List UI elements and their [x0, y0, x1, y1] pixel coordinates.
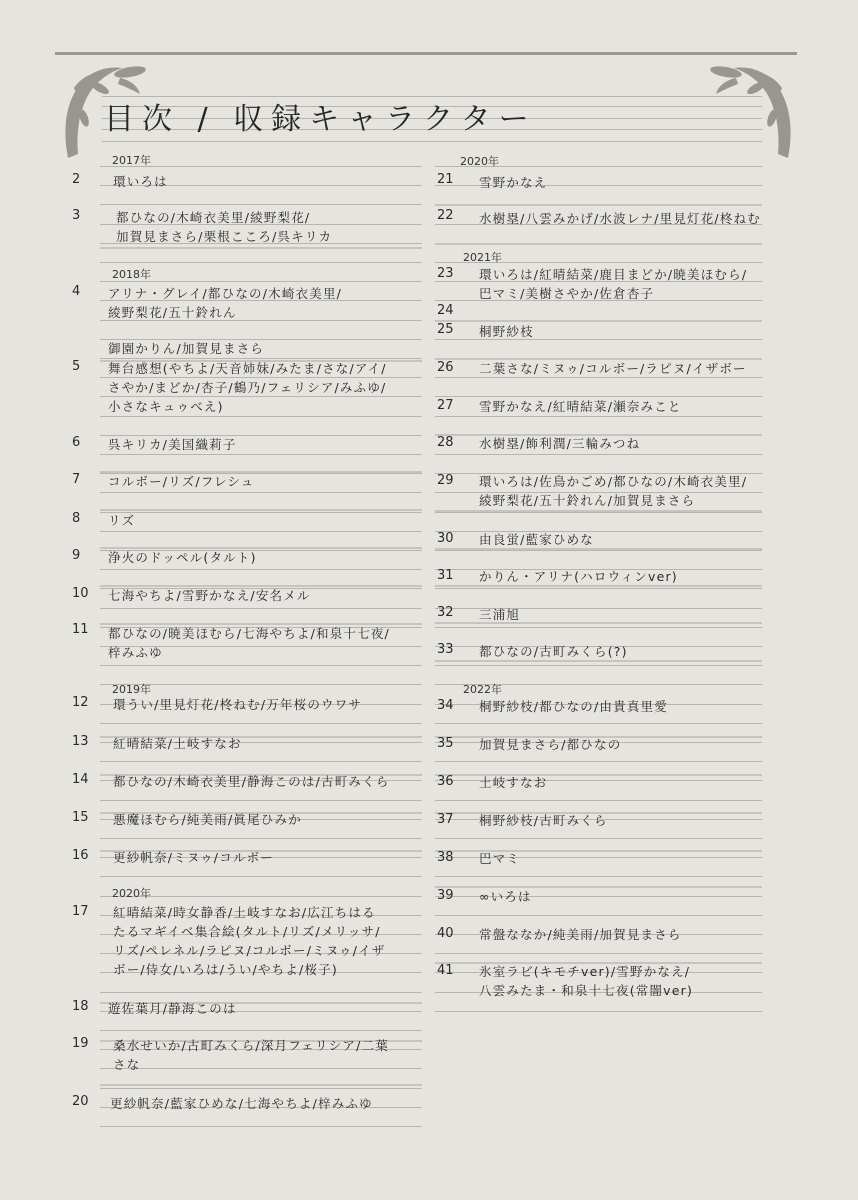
page-number: 40: [437, 926, 454, 941]
page-number: 27: [437, 398, 454, 413]
character-list: かりん・アリナ(ハロウィンver): [479, 569, 678, 584]
page-number: 35: [437, 736, 454, 751]
character-list: 土岐すなお: [479, 775, 548, 790]
character-list: 紅晴結菜/土岐すなお: [113, 736, 242, 751]
character-list: 加賀見まさら/都ひなの: [479, 737, 622, 752]
character-list: 氷室ラビ(キモチver)/雪野かなえ/ 八雲みたま・和泉十七夜(常闇ver): [479, 964, 694, 998]
character-list: 桐野紗枝: [479, 324, 534, 339]
character-list: 桐野紗枝/都ひなの/由貴真里愛: [479, 699, 668, 714]
year-label-2019: 2019年: [112, 683, 151, 696]
character-list: 環いろは: [113, 174, 168, 189]
character-list: 更紗帆奈/ミヌゥ/コルボー: [113, 850, 275, 865]
character-list: 紅晴結菜/時女静香/土岐すなお/広江ちはる たるマギイベ集合絵(タルト/リズ/メリッサ/ リズ/ペレネル/ラピヌ/コルボー/ミヌゥ/イザ ボー/侍女/いろは/うい/やちよ/桜子): [113, 905, 386, 977]
page-number: 23: [437, 266, 454, 281]
character-list: 浄火のドッペル(タルト): [108, 550, 257, 565]
page-number: 32: [437, 605, 454, 620]
character-list: 由良蛍/藍家ひめな: [479, 532, 595, 547]
page-number: 28: [437, 435, 454, 450]
page-number: 24: [437, 303, 454, 318]
character-list: 環いろは/紅晴結菜/鹿目まどか/暁美ほむら/ 巴マミ/美樹さやか/佐倉杏子: [479, 267, 748, 301]
page-number: 38: [437, 850, 454, 865]
character-list: 環うい/里見灯花/柊ねむ/万年桜のウワサ: [113, 697, 363, 712]
page-number: 16: [72, 848, 89, 863]
page-number: 3: [72, 208, 81, 223]
page-number: 8: [72, 511, 81, 526]
character-list: 巴マミ: [479, 851, 521, 866]
page-number: 12: [72, 695, 89, 710]
year-label-2020-left: 2020年: [112, 887, 151, 900]
page-number: 2: [72, 172, 81, 187]
character-list: 三浦旭: [479, 607, 521, 622]
page-number: 18: [72, 999, 89, 1014]
page-number: 31: [437, 568, 454, 583]
page-number: 7: [72, 472, 81, 487]
character-list: 都ひなの/木崎衣美里/綾野梨花/ 加賀見まさら/栗根こころ/呉キリカ: [116, 210, 333, 244]
page-number: 4: [72, 284, 81, 299]
character-list: 都ひなの/暁美ほむら/七海やちよ/和泉十七夜/ 梓みふゆ: [108, 626, 390, 660]
page-number: 17: [72, 904, 89, 919]
character-list: 舞台感想(やちよ/天音姉妹/みたま/さな/アイ/ さやか/まどか/杏子/鶴乃/フェリシア/みふゆ/ 小さなキュゥべえ): [108, 361, 387, 414]
year-label-2018: 2018年: [112, 268, 151, 281]
page-number: 5: [72, 359, 81, 374]
character-list: 御園かりん/加賀見まさら: [108, 341, 265, 356]
page-number: 41: [437, 963, 454, 978]
page-number: 36: [437, 774, 454, 789]
page-number: 39: [437, 888, 454, 903]
character-list: ∞いろは: [479, 889, 532, 904]
page-number: 11: [72, 622, 89, 637]
character-list: 七海やちよ/雪野かなえ/安名メル: [108, 588, 311, 603]
character-list: 環いろは/佐鳥かごめ/都ひなの/木崎衣美里/ 綾野梨花/五十鈴れん/加賀見まさら: [479, 474, 748, 508]
page-number: 30: [437, 531, 454, 546]
page-number: 34: [437, 698, 454, 713]
character-list: 桑水せいか/古町みくら/深月フェリシア/二葉 さな: [113, 1038, 389, 1072]
page-number: 6: [72, 435, 81, 450]
page-number: 15: [72, 810, 89, 825]
year-label-2017: 2017年: [112, 154, 151, 167]
character-list: 都ひなの/木崎衣美里/静海このは/古町みくら: [113, 774, 390, 789]
character-list: 更紗帆奈/藍家ひめな/七海やちよ/梓みふゆ: [110, 1096, 373, 1111]
page-number: 22: [437, 208, 454, 223]
character-list: 桐野紗枝/古町みくら: [479, 813, 608, 828]
character-list: 遊佐葉月/静海このは: [108, 1001, 237, 1016]
character-list: 呉キリカ/美国織莉子: [108, 437, 237, 452]
page-number: 20: [72, 1094, 89, 1109]
page-number: 33: [437, 642, 454, 657]
character-list: 雪野かなえ/紅晴結菜/瀬奈みこと: [479, 399, 682, 414]
page-number: 29: [437, 473, 454, 488]
page-number: 9: [72, 548, 81, 563]
page-number: 13: [72, 734, 89, 749]
character-list: アリナ・グレイ/都ひなの/木崎衣美里/ 綾野梨花/五十鈴れん: [108, 286, 343, 320]
character-list: 常盤ななか/純美雨/加賀見まさら: [479, 927, 682, 942]
character-list: 雪野かなえ: [479, 175, 548, 190]
page-number: 10: [72, 586, 89, 601]
character-list: 都ひなの/古町みくら(?): [479, 644, 628, 659]
character-list: 水樹塁/八雲みかげ/水波レナ/里見灯花/柊ねむ: [479, 211, 761, 226]
page-number: 26: [437, 360, 454, 375]
page-number: 25: [437, 322, 454, 337]
year-label-2021: 2021年: [463, 251, 502, 264]
year-label-2022: 2022年: [463, 683, 502, 696]
year-label-2020-right: 2020年: [460, 155, 499, 168]
page-title: 目次 / 収録キャラクター: [104, 102, 537, 137]
page-number: 14: [72, 772, 89, 787]
page-number: 37: [437, 812, 454, 827]
character-list: 二葉さな/ミヌゥ/コルボー/ラピヌ/イザボー: [479, 361, 747, 376]
character-list: 悪魔ほむら/純美雨/眞尾ひみか: [113, 812, 302, 827]
character-list: 水樹塁/飾利潤/三輪みつね: [479, 436, 641, 451]
character-list: リズ: [108, 513, 136, 528]
character-list: コルボー/リズ/フレシュ: [108, 474, 255, 489]
page-number: 19: [72, 1036, 89, 1051]
page-number: 21: [437, 172, 454, 187]
